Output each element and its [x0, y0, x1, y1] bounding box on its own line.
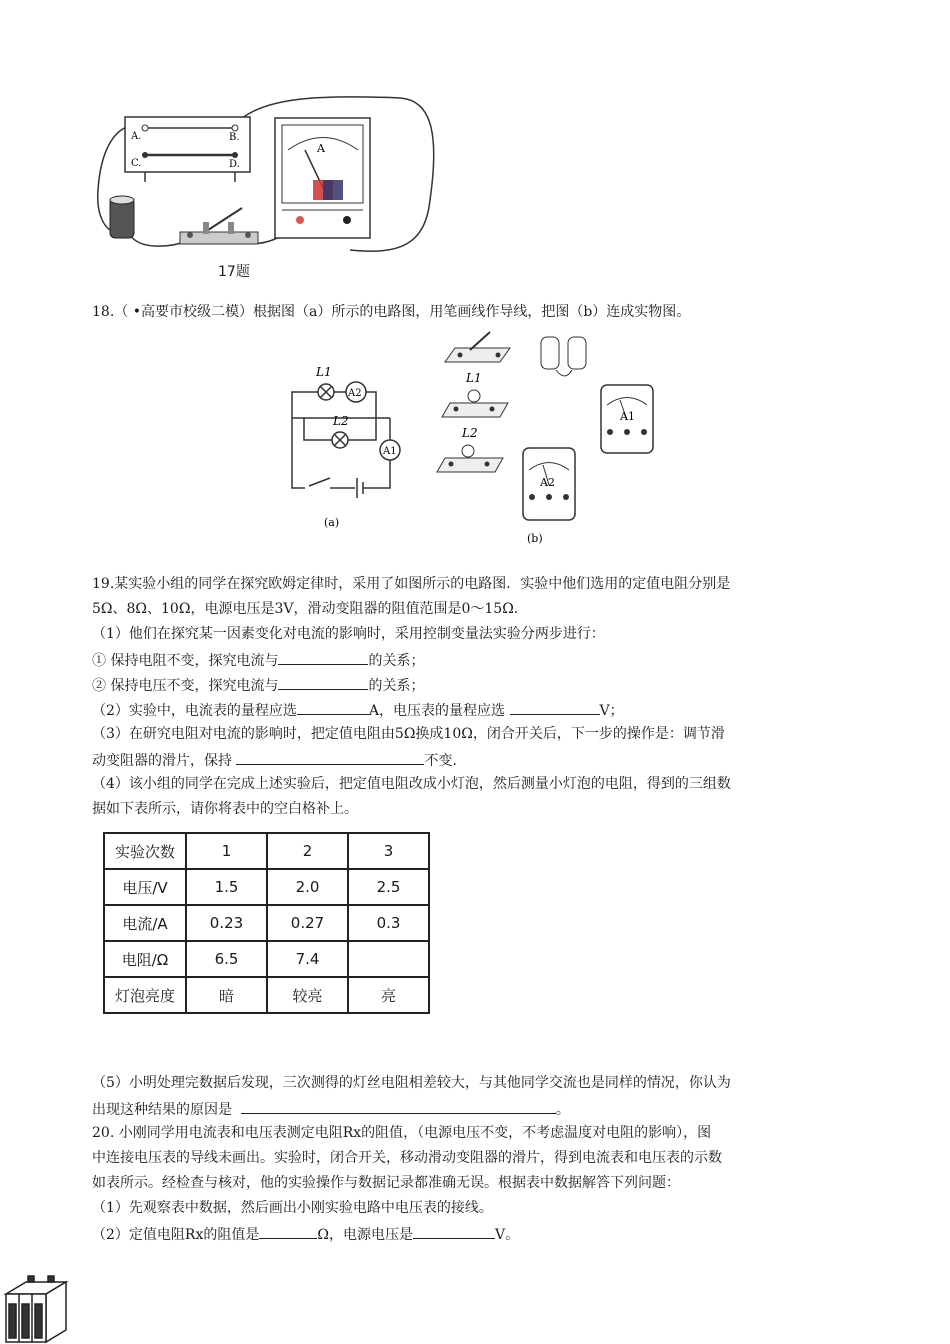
figure-18b-caption: (b)	[527, 532, 543, 545]
q19-part-1: （1）他们在探究某一因素变化对电流的影响时，采用控制变量法实验分两步进行：	[92, 626, 605, 642]
diagram-l2-label: L2	[333, 414, 349, 428]
q20-line-1: 20. 小刚同学用电流表和电压表测定电阻Rx的阻值，（电源电压不变，不考虑温度对电阻的影响），图	[92, 1125, 712, 1141]
answer-blank-keep-constant[interactable]	[236, 749, 424, 765]
table-cell: 3	[348, 833, 429, 869]
q19-part-1a-suffix: 的关系；	[368, 653, 425, 669]
table-row	[104, 905, 429, 941]
answer-blank-source-voltage[interactable]	[413, 1223, 495, 1239]
diagram-a1-label: A1	[383, 446, 397, 457]
diagram-l1-label: L1	[316, 365, 332, 379]
figure-17-caption: 17题	[218, 264, 250, 280]
component-l2-label: L2	[462, 426, 478, 440]
table-cell: 2	[267, 833, 348, 869]
table-cell: 较亮	[267, 977, 348, 1013]
answer-blank-current-range[interactable]	[297, 699, 369, 715]
q19-part-3-suffix: 不变.	[424, 753, 457, 769]
q19-part-4-line-1: （4）该小组的同学在完成上述实验后，把定值电阻改成小灯泡，然后测量小灯泡的电阻，得到的三组数	[92, 776, 731, 792]
experiment-data-table	[103, 832, 430, 1014]
table-cell: 亮	[348, 977, 429, 1013]
table-cell: 6.5	[186, 941, 267, 977]
component-l1-label: L1	[466, 371, 482, 385]
table-row	[104, 977, 429, 1013]
q19-part-1b-prefix: ② 保持电压不变，探究电流与	[92, 678, 279, 694]
q19-part-2-middle: A，电压表的量程应选	[368, 703, 506, 719]
q19-intro-line-2: 5Ω、8Ω、10Ω，电源电压是3V，滑动变阻器的阻值范围是0～15Ω．	[92, 601, 528, 617]
table-row	[104, 833, 429, 869]
q19-part-5-line-2	[92, 1098, 570, 1120]
q19-part-5-line-1: （5）小明处理完数据后发现，三次测得的灯丝电阻相差较大，与其他同学交流也是同样的情况，你认为	[92, 1075, 731, 1091]
diagram-a2-label: A2	[348, 388, 362, 399]
q19-intro-line-1: 19.某实验小组的同学在探究欧姆定律时，采用了如图所示的电路图．实验中他们选用的定值电阻分别是	[92, 576, 731, 592]
table-cell: 7.4	[267, 941, 348, 977]
q20-line-2: 中连接电压表的导线未画出。实验时，闭合开关，移动滑动变阻器的滑片，得到电流表和电压表的示数	[92, 1150, 722, 1166]
answer-blank-voltage-range[interactable]	[510, 699, 600, 715]
terminal-a-label: A.	[131, 131, 142, 142]
q19-part-2-prefix: （2）实验中，电流表的量程应选	[92, 703, 297, 719]
figure-18b-components-drawing	[0, 0, 950, 560]
answer-blank-resistance[interactable]	[259, 1223, 317, 1239]
table-cell: 0.27	[267, 905, 348, 941]
q19-part-4-line-2: 据如下表所示，请你将表中的空白格补上。	[92, 801, 358, 817]
q20-part-1: （1）先观察表中数据，然后画出小刚实验电路中电压表的接线。	[92, 1200, 493, 1216]
table-cell: 电阻/Ω	[104, 941, 186, 977]
component-a2-label: A2	[540, 476, 555, 489]
q19-part-5-suffix: 。	[555, 1102, 570, 1118]
component-a1-label: A1	[620, 410, 635, 423]
q19-part-1a-prefix: ① 保持电阻不变，探究电流与	[92, 653, 279, 669]
question-18-text: 18.（ •高要市校级二模）根据图（a）所示的电路图，用笔画线作导线，把图（b）连成实物图。	[92, 304, 691, 320]
answer-blank-1b[interactable]	[278, 674, 368, 690]
terminal-c-label: C.	[131, 158, 142, 169]
table-cell: 暗	[186, 977, 267, 1013]
table-cell: 实验次数	[104, 833, 186, 869]
table-row	[104, 869, 429, 905]
q20-part-2	[92, 1223, 519, 1245]
q20-line-3: 如表所示。经检查与核对，他的实验操作与数据记录都准确无误。根据表中数据解答下列问题：	[92, 1175, 680, 1191]
table-cell: 1	[186, 833, 267, 869]
table-cell: 1.5	[186, 869, 267, 905]
q19-part-1b	[92, 674, 424, 696]
table-cell: 0.23	[186, 905, 267, 941]
q19-part-2-suffix: V；	[599, 703, 624, 719]
q19-part-2	[92, 699, 624, 721]
answer-blank-1a[interactable]	[278, 649, 368, 665]
table-cell: 电流/A	[104, 905, 186, 941]
ammeter-face-label: A	[317, 142, 325, 155]
figure-18a-caption: (a)	[324, 516, 340, 529]
q20-part-2-middle: Ω，电源电压是	[317, 1227, 413, 1243]
q19-part-5-prefix: 出现这种结果的原因是	[92, 1102, 232, 1118]
q19-part-1a	[92, 649, 424, 671]
q19-part-3-line-1: （3）在研究电阻对电流的影响时，把定值电阻由5Ω换成10Ω，闭合开关后，下一步的操作是：调节滑	[92, 726, 725, 742]
terminal-b-label: B.	[229, 132, 240, 143]
answer-blank-reason[interactable]	[241, 1098, 556, 1114]
table-row	[104, 941, 429, 977]
table-cell-empty-answer[interactable]	[348, 941, 429, 977]
table-cell: 电压/V	[104, 869, 186, 905]
q19-part-3-prefix: 动变阻器的滑片，保持	[92, 753, 232, 769]
table-cell: 2.5	[348, 869, 429, 905]
terminal-d-label: D.	[229, 159, 240, 170]
q19-part-3-line-2	[92, 749, 457, 771]
table-cell: 0.3	[348, 905, 429, 941]
table-cell: 2.0	[267, 869, 348, 905]
battery-pack-icon	[0, 1274, 80, 1344]
q19-part-1b-suffix: 的关系；	[368, 678, 425, 694]
q20-part-2-suffix: V。	[494, 1227, 520, 1243]
table-cell: 灯泡亮度	[104, 977, 186, 1013]
q20-part-2-prefix: （2）定值电阻Rx的阻值是	[92, 1227, 260, 1243]
